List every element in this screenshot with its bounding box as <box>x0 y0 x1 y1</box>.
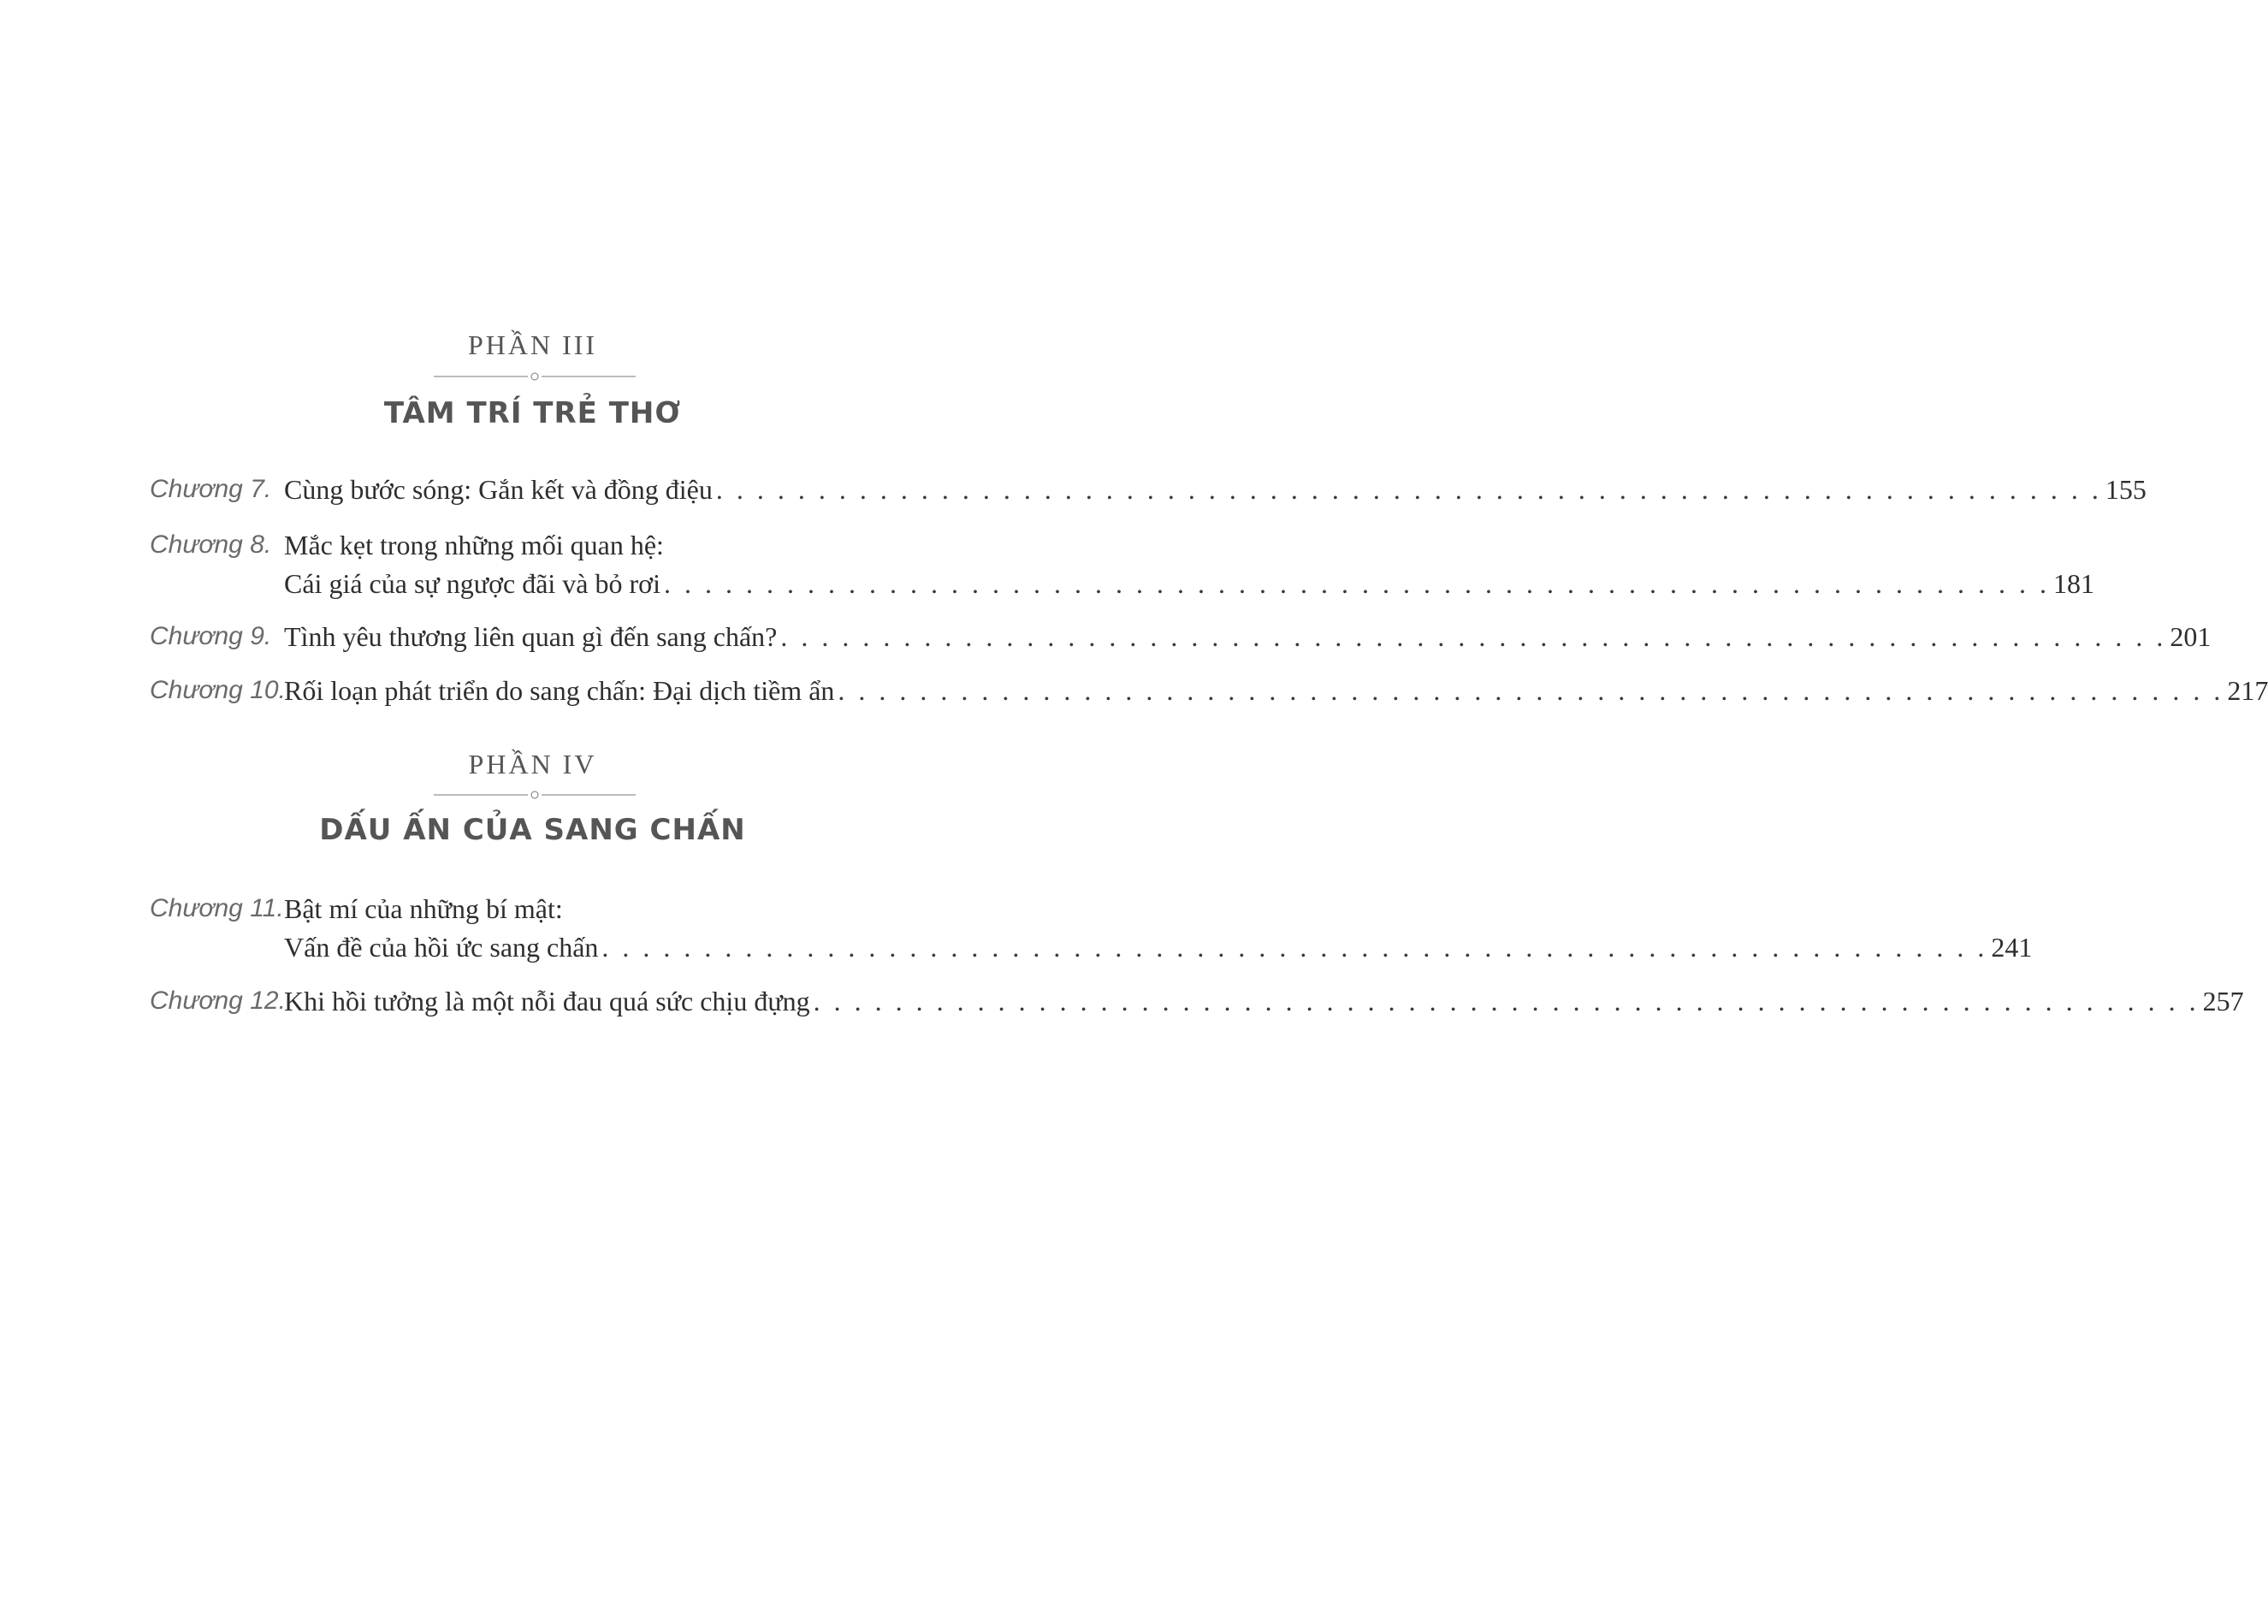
toc-entry-chapter-10[interactable] <box>0 672 2268 709</box>
leader-dots: . . . . . . . . . . . . . . . . . . . . . . . . . . . . . . . . . . . . . . . . . . . . . . . . . . . . . . . . . . . . . . . . . . . . <box>601 932 1988 963</box>
part-4-label: PHẦN IV <box>468 749 597 779</box>
toc-entry-chapter-12[interactable] <box>0 982 2244 1020</box>
leader-dots: . . . . . . . . . . . . . . . . . . . . . . . . . . . . . . . . . . . . . . . . . . . . . . . . . . . . . . . . . . . . . . . . . . . . <box>663 568 2050 599</box>
chapter-label: Chương 9. <box>150 622 272 650</box>
chapter-label: Chương 7. <box>150 475 272 503</box>
chapter-label: Chương 10. <box>150 676 286 704</box>
toc-entry-chapter-8-continued[interactable] <box>0 565 2094 602</box>
toc-entry-chapter-9[interactable] <box>0 618 2212 655</box>
page-number: 241 <box>1991 932 2033 963</box>
chapter-title: Rối loạn phát triển do sang chấn: Đại dịch tiềm ẩn <box>284 675 835 706</box>
part-3-title: TÂM TRÍ TRẺ THƠ <box>383 396 682 430</box>
toc-entry-chapter-7[interactable] <box>0 471 2147 508</box>
part-4-divider-ornament <box>434 789 636 801</box>
chapter-title: Tình yêu thương liên quan gì đến sang chấn? <box>284 621 778 652</box>
leader-dots: . . . . . . . . . . . . . . . . . . . . . . . . . . . . . . . . . . . . . . . . . . . . . . . . . . . . . . . . . . . . . . . . . . . . <box>715 474 2102 505</box>
chapter-title-line-1: Bật mí của những bí mật: <box>284 893 563 924</box>
leader-dots: . . . . . . . . . . . . . . . . . . . . . . . . . . . . . . . . . . . . . . . . . . . . . . . . . . . . . . . . . . . . . . . . . . . . <box>838 675 2224 706</box>
chapter-title-line-2: Vấn đề của hồi ức sang chấn <box>284 932 599 963</box>
chapter-label: Chương 8. <box>150 530 272 559</box>
toc-entry-chapter-8[interactable] <box>0 526 1065 564</box>
part-3-label: PHẦN III <box>467 329 598 360</box>
chapter-title-line-2: Cái giá của sự ngược đãi và bỏ rơi <box>284 568 660 599</box>
chapter-title: Khi hồi tưởng là một nỗi đau quá sức chịu đựng <box>284 986 810 1016</box>
page-number: 155 <box>2105 474 2147 505</box>
page-number: 217 <box>2227 675 2268 706</box>
leader-dots: . . . . . . . . . . . . . . . . . . . . . . . . . . . . . . . . . . . . . . . . . . . . . . . . . . . . . . . . . . . . . . . . . . . . <box>780 621 2167 652</box>
part-4-title: DẤU ẤN CỦA SANG CHẤN <box>319 813 746 847</box>
chapter-title-line-1: Mắc kẹt trong những mối quan hệ: <box>284 530 664 560</box>
page-number: 181 <box>2052 568 2094 599</box>
page-number: 257 <box>2202 986 2244 1016</box>
page-number: 201 <box>2170 621 2212 652</box>
toc-entry-chapter-11-continued[interactable] <box>0 928 2033 966</box>
toc-entry-chapter-11[interactable] <box>0 890 1065 928</box>
chapter-label: Chương 11. <box>150 894 284 922</box>
chapter-title: Cùng bước sóng: Gắn kết và đồng điệu <box>284 474 713 505</box>
part-3-divider-ornament <box>434 370 636 382</box>
chapter-label: Chương 12. <box>150 987 286 1015</box>
leader-dots: . . . . . . . . . . . . . . . . . . . . . . . . . . . . . . . . . . . . . . . . . . . . . . . . . . . . . . . . . . . . . . . . . . . . <box>813 986 2200 1016</box>
